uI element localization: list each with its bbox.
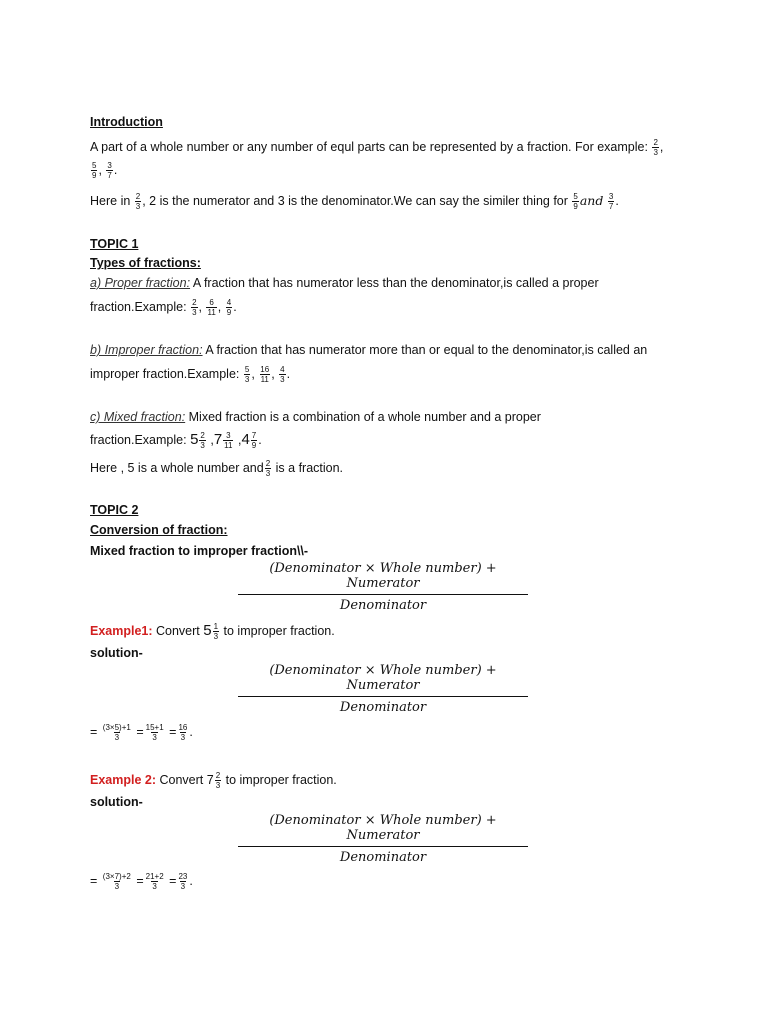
intro-line-2: Here in $\frac{2}{3}$ , 2 is the numerator and 3 is the denominator.We can say the similer thing for $\frac{5}{9}$ and $\frac{3}{7}$ . xyxy=(90,192,619,211)
fraction-2-3: $\frac{2}{3}$ xyxy=(265,459,271,478)
improper-line-2: improper fraction.Example: $\frac{5}{3}$ , $\frac{16}{11}$ , $\frac{4}{3}$ . xyxy=(90,365,291,384)
mixed-explanation: Here , 5 is a whole number and $\frac{2}{3}$ is a fraction. xyxy=(90,459,344,478)
fraction-7-9: $\frac{7}{9}$ xyxy=(251,431,257,450)
fraction-3-7: $\frac{3}{7}$ xyxy=(608,192,614,211)
conversion-formula xyxy=(238,561,528,613)
topic1-label: TOPIC 1 xyxy=(90,237,139,251)
example1-calculation: = $\frac{(3\times 5)+1}{3}$ = $\frac{15+1}{3}$ = $\frac{16}{3}$ . xyxy=(90,723,193,742)
mixed-line-2: fraction.Example: 5 $\frac{2}{3}$ ,7 $\frac{3}{11}$ ,4 $\frac{7}{9}$ . xyxy=(90,430,262,450)
example2-label: Example 2: xyxy=(90,772,157,787)
topic2-label: TOPIC 2 xyxy=(90,503,139,517)
mixed-line-1: c) Mixed fraction: Mixed fraction is a combination of a whole number and a proper xyxy=(90,410,541,424)
formula-denominator: Denominator xyxy=(339,598,427,613)
example1-line: Example1: Convert 5 $\frac{1}{3}$ to improper fraction. xyxy=(90,621,335,641)
fraction-6-11: $\frac{6}{11}$ xyxy=(207,298,216,317)
fraction-2-3: $\frac{2}{3}$ xyxy=(192,298,197,317)
intro-text: A part of a whole number or any number of equl parts can be represented by a fraction. For example: xyxy=(90,139,648,154)
fraction-4-3: $\frac{4}{3}$ xyxy=(280,365,285,384)
fraction-2-3: $\frac{2}{3}$ xyxy=(200,431,205,450)
fraction-5-9: $\frac{5}{9}$ xyxy=(573,192,578,211)
intro-line-1-cont: $\frac{5}{9}$ , $\frac{3}{7}$ . xyxy=(92,161,118,180)
fraction-16-11: $\frac{16}{11}$ xyxy=(260,365,270,384)
example2-line: Example 2: Convert 7 $\frac{2}{3}$ to improper fraction. xyxy=(90,771,337,790)
example1-solution-label: solution- xyxy=(90,646,143,660)
formula-numerator: (Denominator × Whole number) + Numerator xyxy=(238,561,528,595)
example2-solution-label: solution- xyxy=(90,795,143,809)
topic2-subheading: Mixed fraction to improper fraction\\- xyxy=(90,544,309,558)
example1-formula: (Denominator × Whole number) + Numerator Denominator xyxy=(238,663,528,715)
fraction-4-9: $\frac{4}{9}$ xyxy=(226,298,232,317)
example2-calculation: = $\frac{(3\times 7)+2}{3}$ = $\frac{21+2}{3}$ = $\frac{23}{3}$ . xyxy=(90,872,193,891)
intro-heading: Introduction xyxy=(90,115,163,129)
fraction-3-7: $\frac{3}{7}$ xyxy=(107,161,112,180)
proper-label: a) Proper fraction: xyxy=(90,276,191,290)
fraction-2-3: $\frac{2}{3}$ xyxy=(215,771,221,790)
fraction-5-3: $\frac{5}{3}$ xyxy=(244,365,250,384)
topic2-heading: Conversion of fraction: xyxy=(90,523,228,537)
topic1-heading: Types of fractions: xyxy=(90,256,201,270)
fraction-2-3: $\frac{2}{3}$ xyxy=(135,192,141,211)
fraction-2-3: $\frac{2}{3}$ xyxy=(653,138,658,157)
proper-line-2: fraction.Example: $\frac{2}{3}$ , $\frac{6}{11}$ , $\frac{4}{9}$ . xyxy=(90,298,237,317)
fraction-3-11: $\frac{3}{11}$ xyxy=(224,431,233,450)
intro-line-1: A part of a whole number or any number of equl parts can be represented by a fraction. For example: $\frac{2}{3}$ , xyxy=(90,138,664,157)
proper-line-1: a) Proper fraction: A fraction that has numerator less than the denominator,is called a proper xyxy=(90,276,599,290)
example1-label: Example1: xyxy=(90,623,153,638)
example2-formula: (Denominator × Whole number) + Numerator Denominator xyxy=(238,813,528,865)
improper-label: b) Improper fraction: xyxy=(90,343,203,357)
mixed-label: c) Mixed fraction: xyxy=(90,410,186,424)
fraction-1-3: $\frac{1}{3}$ xyxy=(213,622,219,641)
improper-line-1: b) Improper fraction: A fraction that has numerator more than or equal to the denominator,is called an xyxy=(90,343,648,357)
fraction-5-9: $\frac{5}{9}$ xyxy=(92,161,97,180)
